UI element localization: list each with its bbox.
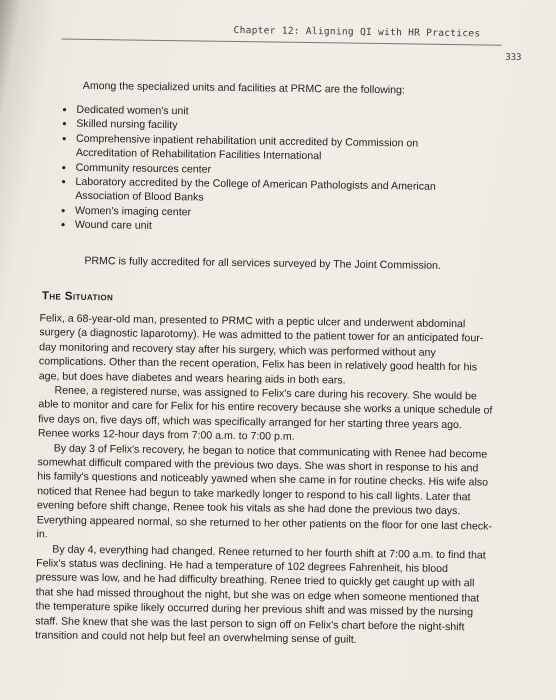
- list-item: • Community resources center: [61, 160, 212, 176]
- bullet-icon: •: [60, 217, 66, 232]
- paragraph: Renee, a registered nurse, was assigned to Felix's care during his recovery. She would be able to monitor and care for Felix for his entire recovery because she works a unique schedule of five days on, five days off, which was specifically arranged for her starting three years ago. Renee works 12-hour days from 7:00 a.m. to 7:00 p.m.: [37, 384, 493, 444]
- list-item: • Comprehensive inpatient rehabilitation unit accredited by Commission on Accreditation of Rehabilitation Facilities International: [61, 131, 419, 163]
- accreditation-statement: PRMC is fully accredited for all services surveyed by The Joint Commission.: [84, 254, 442, 272]
- page-content: [12, 0, 556, 700]
- paragraph: By day 4, everything had changed. Renee returned to her fourth shift at 7:00 a.m. to find that Felix's status was declining. He had a temperature of 102 degrees Fahrenheit, his blood pressure was low, and he had difficulty breathing. Renee tried to quickly get caught up with all that she had missed throughout the night, but she was on edge when someone mentioned that the temperature spike likely occurred during her previous shift and was missed by the nursing staff. She knew that she was the last person to sign off on Felix's chart before the night-shift transition and could not help but feel an overwhelming sense of guilt.: [35, 542, 486, 646]
- header-rule: [61, 39, 501, 46]
- paragraph: By day 3 of Felix's recovery, he began to notice that communicating with Renee had become somewhat difficult compared with the previous two days. She was short in response to his and his family's questions and noticeably yawned when she came in for routine checks. His wife also noticed that Renee had begun to take markedly longer to respond to his call lights. Later that evening before shift change, Renee took his vitals as she had done the previous two days. Everything appeared normal, so she returned to her other patients on the floor for one last check-in.: [36, 442, 493, 541]
- situation-narrative: [35, 311, 496, 649]
- paragraph: Felix, a 68-year-old man, presented to PRMC with a peptic ulcer and underwent abdominal surgery (a diagnostic laparotomy). He was admitted to the patient tower for an anticipated four-day monitoring and recovery stay after his surgery, which was performed without any complications. Other than the recent operation, Felix has been in relatively good health for his age, but does have diabetes and wears hearing aids in both ears.: [38, 312, 484, 387]
- list-item: • Women's imaging center: [60, 203, 192, 219]
- bullet-icon: •: [62, 102, 67, 117]
- bullet-icon: •: [61, 131, 67, 146]
- bullet-icon: •: [61, 160, 66, 175]
- units-list: [61, 103, 463, 238]
- list-item: • Dedicated women's unit: [62, 102, 189, 118]
- section-heading: The Situation: [41, 290, 114, 304]
- bullet-icon: •: [61, 174, 66, 189]
- running-header: Chapter 12: Aligning QI with HR Practices: [233, 24, 481, 40]
- list-item: • Skilled nursing facility: [62, 116, 178, 132]
- list-item: • Wound care unit: [60, 217, 152, 233]
- bullet-icon: •: [60, 203, 66, 218]
- bullet-icon: •: [62, 116, 67, 132]
- list-item: • Laboratory accredited by the College of American Pathologists and American Association of Blood Banks: [61, 174, 436, 204]
- units-intro: Among the specialized units and facilities at PRMC are the following:: [82, 79, 405, 97]
- page-number: 333: [505, 52, 522, 63]
